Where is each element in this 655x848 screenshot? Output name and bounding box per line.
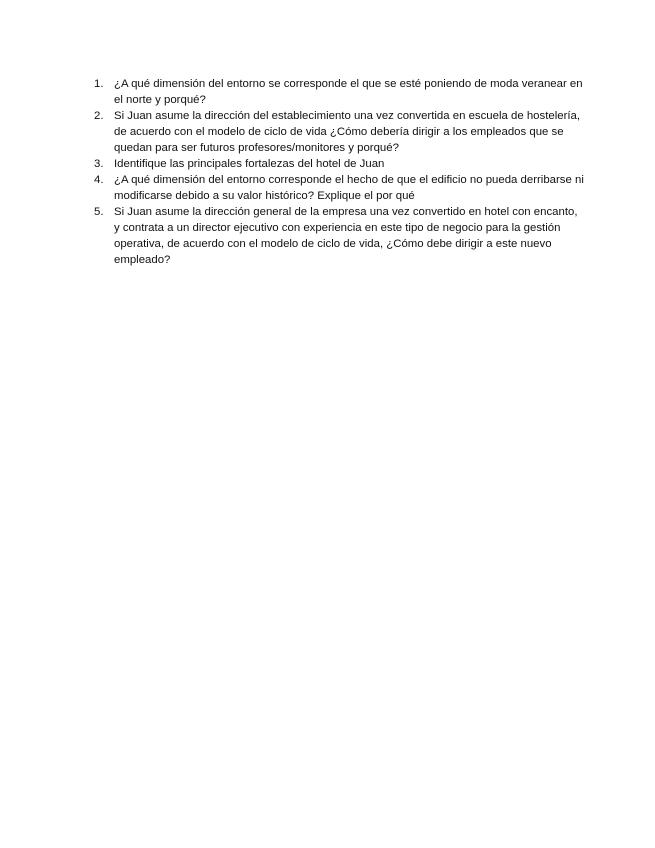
- question-item: [94, 76, 584, 108]
- question-text: ¿A qué dimensión del entorno corresponde el hecho de que el edificio no pueda derribarse ni modificarse debido a su valor histórico? Explique el por qué: [114, 174, 584, 202]
- question-number: 2.: [94, 110, 104, 122]
- question-list: [94, 76, 584, 268]
- question-text: ¿A qué dimensión del entorno se corresponde el que se esté poniendo de moda veranear en el norte y porqué?: [114, 78, 583, 106]
- question-item: [94, 156, 584, 172]
- question-text: Si Juan asume la dirección general de la empresa una vez convertido en hotel con encanto, y contrata a un director ejecutivo con experiencia en este tipo de negocio para la gestión operativa, de acuerdo con el modelo de ciclo de vida, ¿Cómo debe dirigir a este nuevo empleado?: [114, 206, 578, 266]
- question-number: 5.: [94, 206, 104, 218]
- question-item: [94, 172, 584, 204]
- question-item: [94, 108, 584, 156]
- question-text: Si Juan asume la dirección del establecimiento una vez convertida en escuela de hostelería, de acuerdo con el modelo de ciclo de vida ¿Cómo debería dirigir a los empleados que se quedan para ser futuros profesores/monitores y porqué?: [114, 110, 581, 154]
- question-number: 3.: [94, 158, 104, 170]
- question-item: [94, 204, 584, 268]
- question-text: Identifique las principales fortalezas del hotel de Juan: [114, 158, 385, 170]
- question-number: 4.: [94, 174, 104, 186]
- question-number: 1.: [94, 78, 104, 90]
